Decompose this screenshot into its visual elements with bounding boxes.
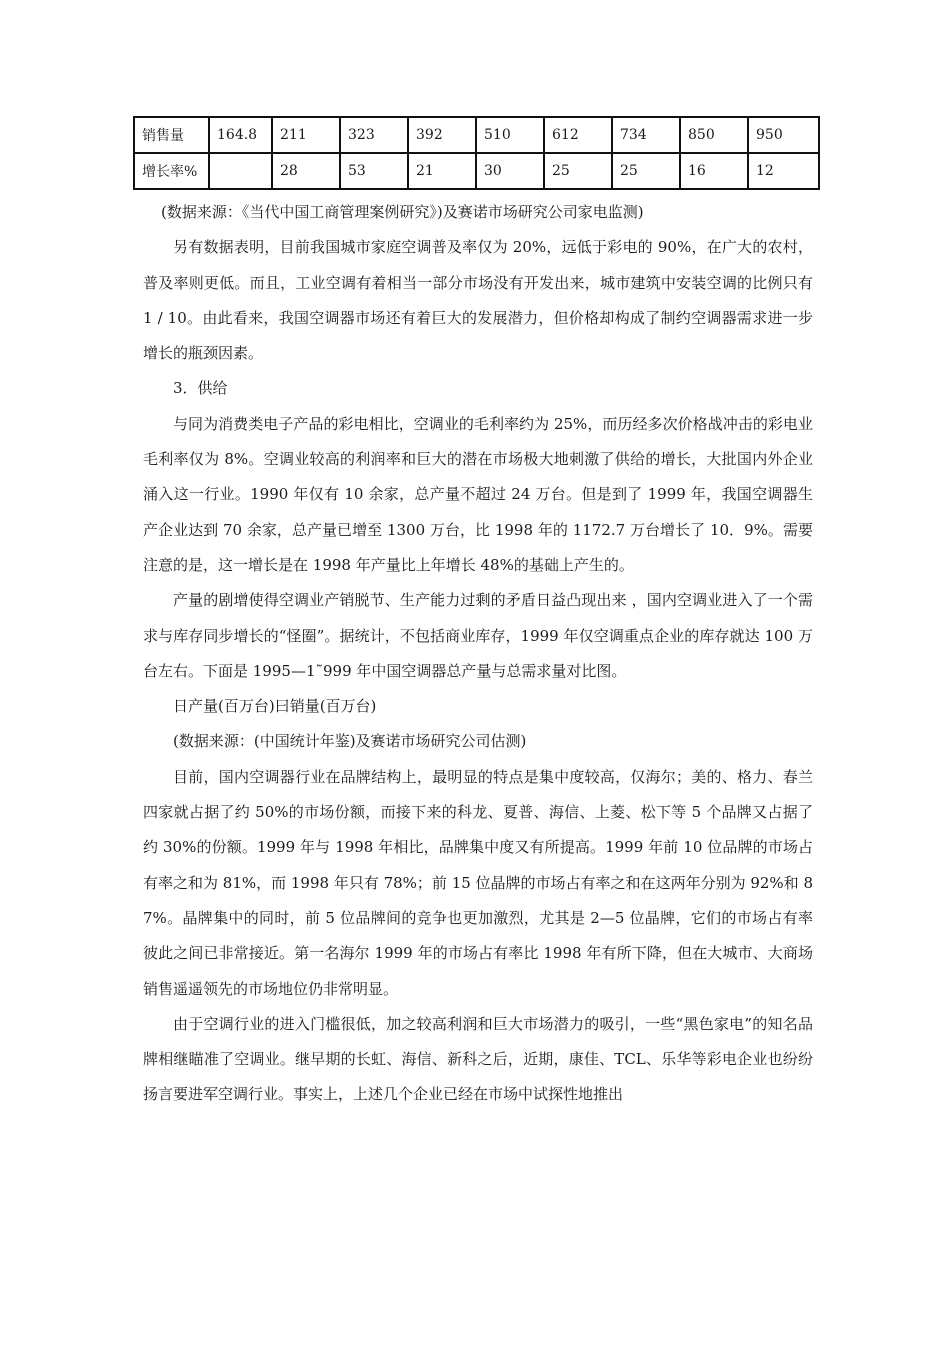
table-row-growth [134,153,819,189]
table-cell [209,153,272,189]
paragraph: 由于空调行业的进入门槛很低，加之较高利润和巨大市场潜力的吸引，一些“黑色家电”的知名品牌相继瞄准了空调业。继早期的长虹、海信、新科之后，近期，康佳、TCL、乐华等彩电企业也纷纷扬言要进军空调行业。事实上，上述几个企业已经在市场中试探性地推出 [143,1014,813,1104]
sales-data-table [133,116,820,190]
table-source-note: (数据来源：《当代中国工商管理案例研究》)及赛诺市场研究公司家电监测) [161,203,644,221]
table-cell: 323 [340,117,408,153]
table-cell: 21 [408,153,476,189]
table-cell: 25 [544,153,612,189]
table-cell: 53 [340,153,408,189]
paragraph: 与同为消费类电子产品的彩电相比，空调业的毛利率约为 25%，而历经多次价格战冲击的彩电业毛利率仅为 8%。空调业较高的利润率和巨大的潜在市场极大地刺激了供给的增长，大批国内外企业涌入这一行业。1990 年仅有 10 余家，总产量不超过 24 万台。但是到了 1999 年，我国空调器生产企业达到 70 余家，总产量已增至 1300 万台，比 1998 年的 1172.7 万台增长了 10．9%。需要注意的是，这一增长是在 1998 年产量比上年增长 48%的基础上产生的。 [143,414,813,574]
row-label-sales: 销售量 [134,117,209,153]
paragraph: 另有数据表明，目前我国城市家庭空调普及率仅为 20%，远低于彩电的 90%，在广大的农村，普及率则更低。而且，工业空调有着相当一部分市场没有开发出来，城市建筑中安装空调的比例只有 1 / 10。由此看来，我国空调器市场还有着巨大的发展潜力，但价格却构成了制约空调器需求进一步增长的瓶颈因素。 [143,238,813,363]
row-label-growth: 增长率% [134,153,209,189]
table-cell: 510 [476,117,544,153]
table-cell: 950 [748,117,819,153]
table-cell: 28 [272,153,340,189]
table-cell: 211 [272,117,340,153]
table-row-sales [134,117,819,153]
table-cell: 25 [612,153,680,189]
table-cell: 16 [680,153,748,189]
chart-legend-text: 日产量(百万台)曰销量(百万台) [173,697,377,716]
table-cell: 12 [748,153,819,189]
paragraph: 产量的剧增使得空调业产销脱节、生产能力过剩的矛盾日益凸现出来 ，国内空调业进入了一个需求与库存同步增长的“怪圈”。据统计，不包括商业库存，1999 年仅空调重点企业的库存就达 100 万台左右。下面是 1995—1˜999 年中国空调器总产量与总需求量对比图。 [143,591,813,680]
body-text [143,195,813,1113]
table-cell: 164.8 [209,117,272,153]
table-cell: 30 [476,153,544,189]
table-cell: 734 [612,117,680,153]
paragraph: 目前，国内空调器行业在品牌结构上，最明显的特点是集中度较高，仅海尔；美的、格力、春兰四家就占据了约 50%的市场份额，而接下来的科龙、夏普、海信、上菱、松下等 5 个品牌又占据了约 30%的份额。1999 年与 1998 年相比，品牌集中度又有所提高。1999 年前 10 位品牌的市场占有率之和为 81%，而 1998 年只有 78%；前 15 位晶牌的市场占有率之和在这两年分别为 92%和 87%。晶牌集中的同时，前 5 位品牌间的竞争也更加激烈，尤其是 2—5 位晶牌，它们的市场占有率彼此之间已非常接近。第一名海尔 1999 年的市场占有率比 1998 年有所下降，但在大城市、大商场销售遥遥领先的市场地位仍非常明显。 [143,767,813,998]
section-heading: 3．供给 [173,379,228,398]
chart-source-note: (数据来源：(中国统计年鉴)及赛诺市场研究公司估测) [173,732,527,751]
table-cell: 392 [408,117,476,153]
table-cell: 850 [680,117,748,153]
table-cell: 612 [544,117,612,153]
